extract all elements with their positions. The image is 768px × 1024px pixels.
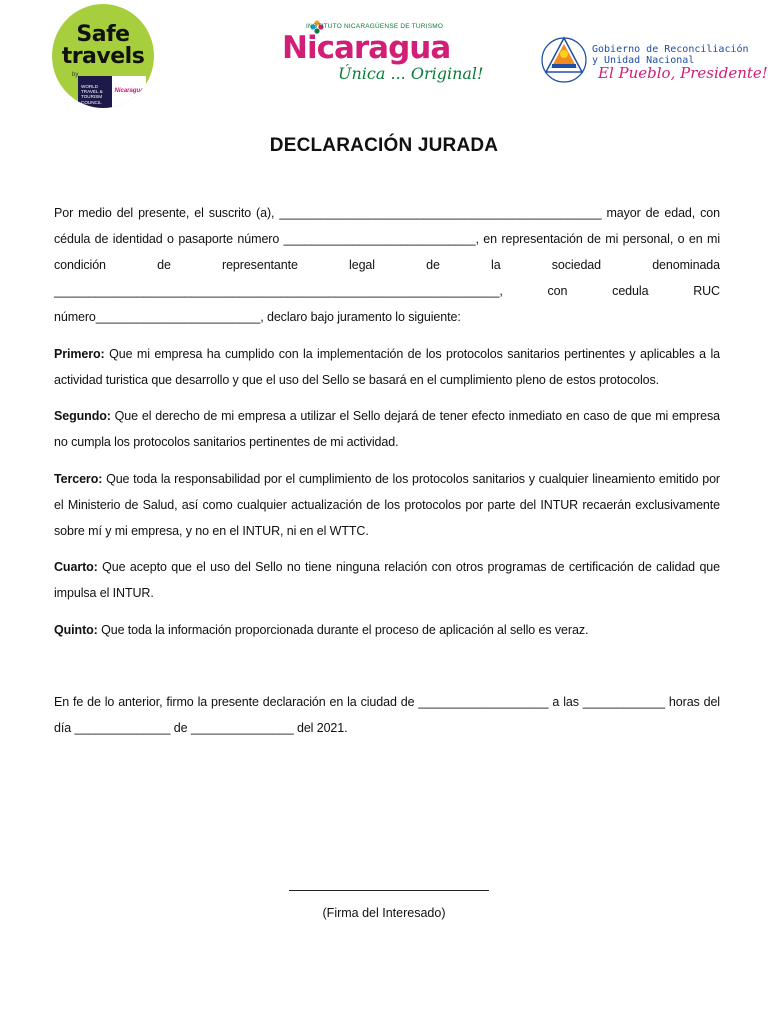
closing-paragraph: En fe de lo anterior, firmo la presente declaración en la ciudad de ___________________ a las ____________ horas del día ______________ de _______________ del 2021. <box>54 695 720 735</box>
nicaragua-mini-logo: Nicaragua <box>112 76 146 108</box>
clause-label: Tercero: <box>54 472 103 486</box>
safe-travels-logo <box>52 4 154 108</box>
government-logo <box>538 30 768 90</box>
signature-line <box>289 890 489 891</box>
wttc-line: WORLD <box>81 84 99 89</box>
intro-line: _________________________________________________________________, con cedula RUC <box>54 284 720 298</box>
clause-text: Que toda la responsabilidad por el cumplimiento de los protocolos sanitarios y cualquier lineamiento emitido por el Ministerio de Salud, así como cualquier actualización de los protocolos por parte del INTUR recaerán exclusivamente sobre mí y mi empresa, y no en el INTUR, ni en el WTTC. <box>54 472 720 538</box>
intro-line: condición de representante legal de la sociedad denominada <box>54 258 720 272</box>
wttc-line: COUNCIL <box>81 99 102 105</box>
wttc-line: TRAVEL & <box>81 89 103 95</box>
wttc-line: TOURISM <box>81 94 103 100</box>
clause-primero <box>54 341 720 393</box>
clause-tercero <box>54 466 720 544</box>
safe-travels-line2: travels <box>61 44 145 69</box>
government-name-line1: Gobierno de Reconciliación <box>592 44 749 55</box>
clause-label: Segundo: <box>54 409 111 423</box>
clause-label: Primero: <box>54 347 105 361</box>
intro-line: número________________________, declaro bajo juramento lo siguiente: <box>54 310 461 324</box>
nicaragua-tourism-logo <box>280 20 484 86</box>
intro-line: Por medio del presente, el suscrito (a), _______________________________________________ mayor de edad, con <box>54 206 720 220</box>
clause-cuarto <box>54 554 720 606</box>
signature-label: (Firma del Interesado) <box>322 906 446 920</box>
clause-label: Cuarto: <box>54 560 98 574</box>
wttc-badge <box>78 76 112 108</box>
clause-text: Que mi empresa ha cumplido con la implementación de los protocolos sanitarios pertinentes y aplicables a la actividad turistica que desarrollo y que el uso del Sello se basará en el cumplimiento pleno de estos protocolos. <box>54 347 720 387</box>
safe-travels-line1: Safe <box>76 22 130 47</box>
clause-quinto <box>54 617 720 643</box>
clause-text: Que el derecho de mi empresa a utilizar el Sello dejará de tener efecto inmediato en caso de que mi empresa no cumpla los protocolos sanitarios pertinentes de mi actividad. <box>54 409 720 449</box>
nicaragua-tagline: Única ... Original! <box>338 64 484 83</box>
clause-text: Que toda la información proporcionada durante el proceso de aplicación al sello es veraz. <box>97 623 589 637</box>
clause-label: Quinto: <box>54 623 98 637</box>
government-slogan: El Pueblo, Presidente! <box>598 64 768 82</box>
government-name <box>592 44 749 66</box>
institute-name: INSTITUTO NICARAGÜENSE DE TURISMO <box>306 23 444 30</box>
safe-travels-by: by <box>72 72 79 78</box>
government-emblem-icon <box>538 30 590 86</box>
clause-text: Que acepto que el uso del Sello no tiene ninguna relación con otros programas de certificación de calidad que impulsa el INTUR. <box>54 560 720 600</box>
intro-line: cédula de identidad o pasaporte número ____________________________, en representación de mi personal, o en mi <box>54 232 720 246</box>
document-title: DECLARACIÓN JURADA <box>269 135 499 156</box>
clause-segundo <box>54 403 720 455</box>
nicaragua-brand: Nicaragua <box>282 30 451 66</box>
government-name-line2: y Unidad Nacional <box>592 55 695 66</box>
